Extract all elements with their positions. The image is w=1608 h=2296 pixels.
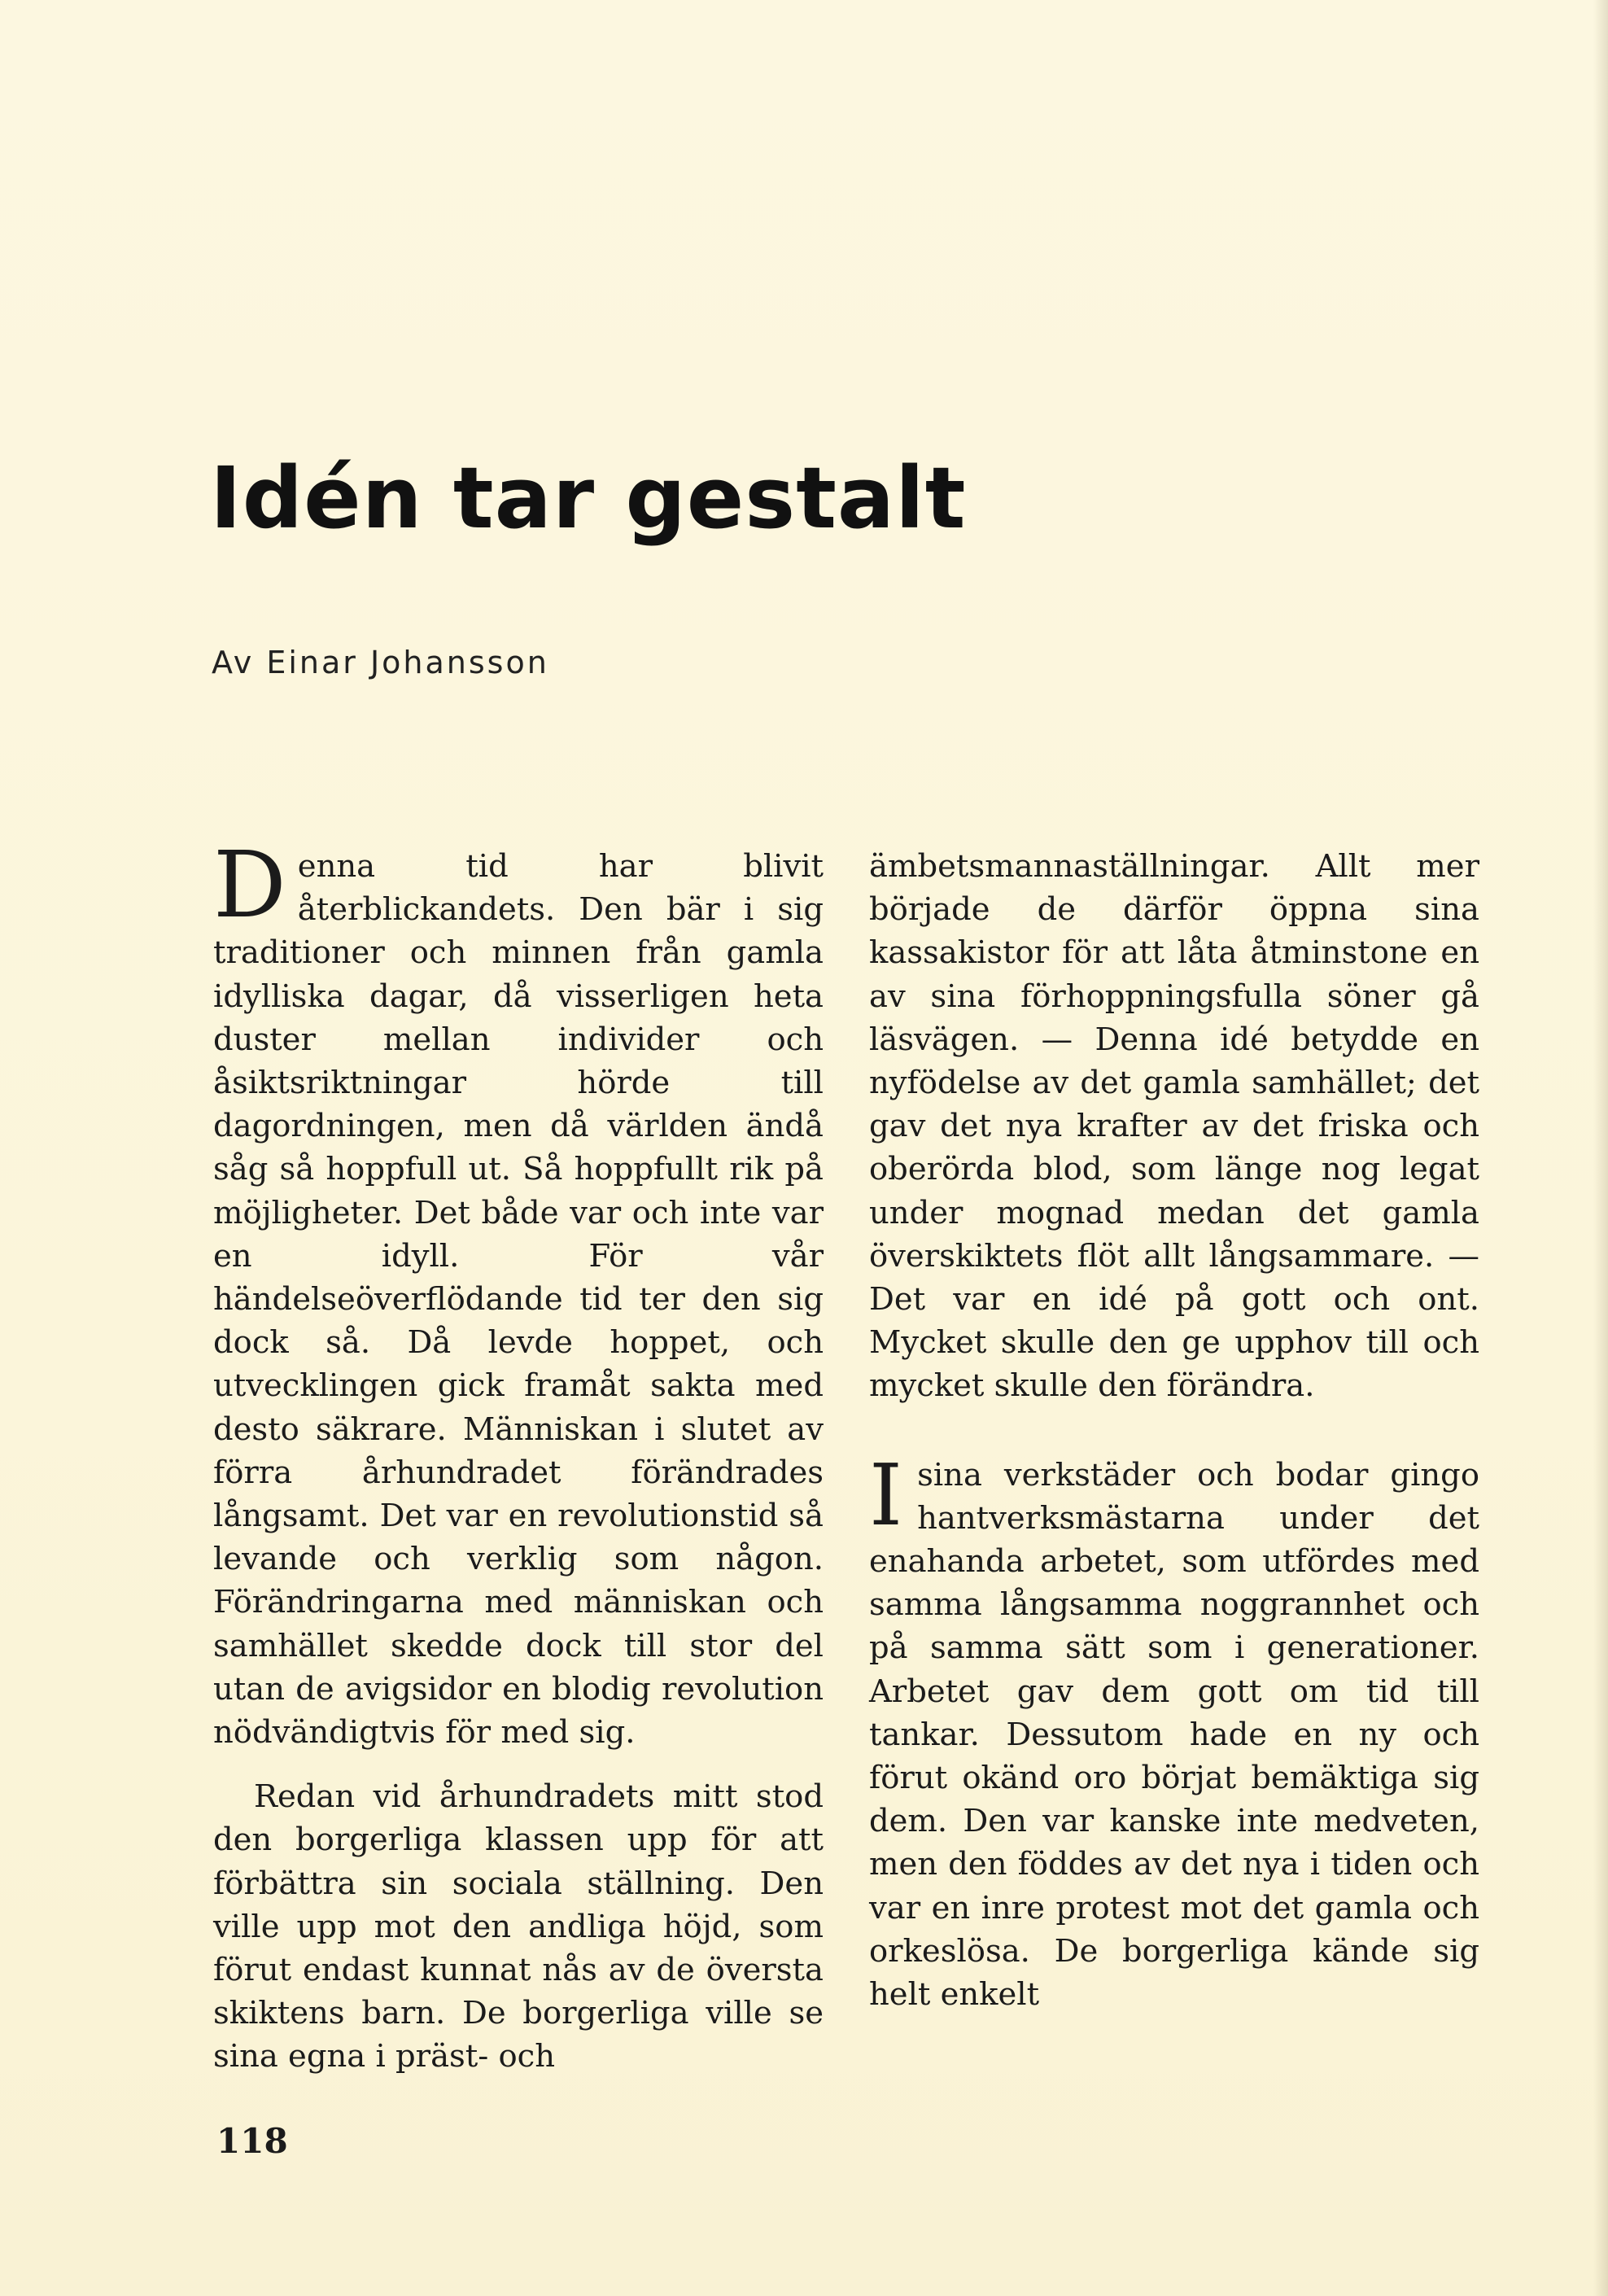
page-edge-shadow [1593,0,1608,2296]
page-number: 118 [216,2121,288,2161]
left-paragraph-1 [213,833,824,1754]
right-paragraph-2 [869,1445,1479,2017]
article-byline: Av Einar Johansson [212,645,549,680]
left-column [213,833,824,2079]
right-paragraph-2-text: sina verkstäder och bodar gingo hantverksmästarna under det enahanda arbetet, som utfördes med samma långsamma noggrannhet och på samma sätt som i generationer. Arbetet gav dem gott om tid till tankar. Dessutom hade en ny och förut okänd oro börjat bemäktiga sig dem. Den var kanske inte medveten, men den föddes av det nya i tiden och var en inre protest mot det gamla och orkeslösa. De borgerliga kände sig helt enkelt [869,1456,1479,2014]
drop-cap-i: I [869,1445,903,1545]
right-paragraph-1: ämbetsmannaställningar. Allt mer började de därför öppna sina kassakistor för att låta åtminstone en av sina förhoppningsfulla söner gå läsvägen. — Denna idé betydde en nyfödelse av det gamla samhället; det gav det nya krafter av det friska och oberörda blod, som länge nog legat under mognad medan det gamla överskiktets flöt allt långsammare. — Det var en idé på gott och ont. Mycket skulle den ge upphov till och mycket skulle den förändra. [869,848,1479,1405]
left-paragraph-2: Redan vid århundradets mitt stod den borgerliga klassen upp för att förbättra sin sociala ställning. Den ville upp mot den andliga höjd, som förut endast kunnat nås av de översta skiktens barn. De borgerliga ville se sina egna i präst- och [213,1778,824,2075]
article-title: Idén tar gestalt [210,448,967,548]
drop-cap-d: D [213,833,286,938]
left-paragraph-1-text: enna tid har blivit återblickandets. Den bär i sig traditioner och minnen från gamla idylliska dagar, då visserligen heta duster mellan individer och åsiktsriktningar hörde till dagordningen, men då världen ändå såg så hoppfull ut. Så hoppfullt rik på möjligheter. Det både var och inte var en idyll. För vår händelseöverflödande tid ter den sig dock så. Då levde hoppet, och utvecklingen gick framåt sakta med desto säkrare. Människan i slutet av förra århundradet förändrades långsamt. Det var en revolutionstid så levande och verklig som någon. Förändringarna med människan och samhället skedde dock till stor del utan de avigsidor en blodig revolution nödvändigtvis för med sig. [213,848,824,1752]
right-column [869,845,1479,2016]
